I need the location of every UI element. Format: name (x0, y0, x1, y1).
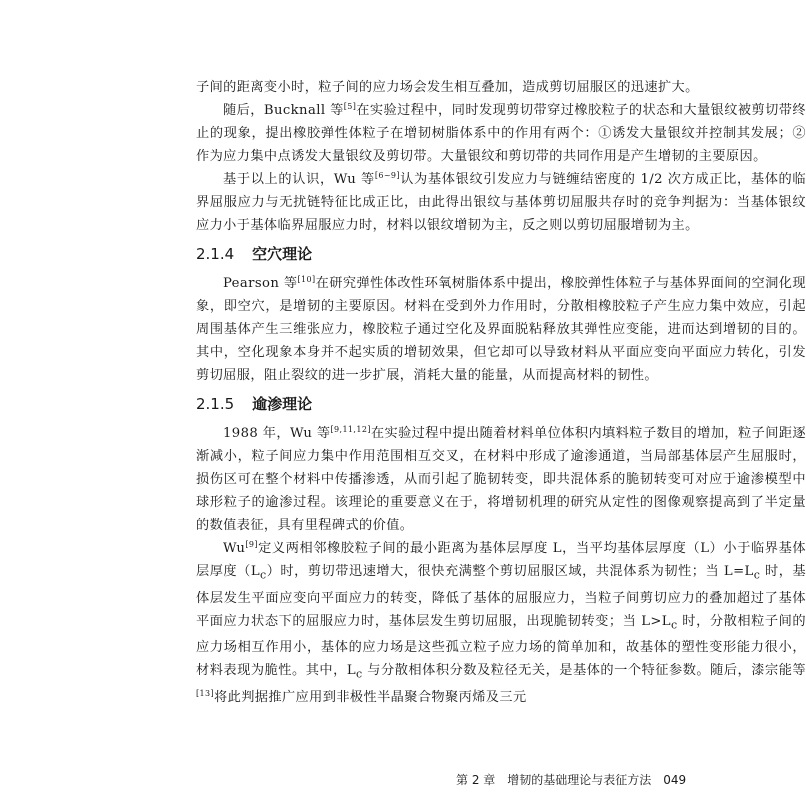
paragraph-text: 时，分散相粒子间的应力场相互作用小，基体的应力场是这些孤立粒子应力场的简单加和，故基体的塑性变形能力很小，材料表现为脆性。其中，L (196, 613, 806, 679)
paragraph-text: 时，基体层发生平面应变向平面应力的转变，降低了基体的屈服应力，当粒子间剪切应力的叠加超过了基体平面应力状态下的屈服应力时，基体层发生剪切屈服，出现脆韧转变；当 L>L (196, 564, 806, 629)
section-heading-cavitation (196, 243, 806, 265)
section-number: 2.1.4 (196, 245, 235, 263)
footer-chapter-title: 增韧的基础理论与表征方法 (507, 773, 652, 787)
paragraph-text: 1988 年，Wu 等 (223, 426, 331, 441)
subscript: c (753, 568, 761, 582)
section-title: 逾渗理论 (252, 395, 313, 413)
paragraph-text: ）时，剪切带迅速增大，很快充满整个剪切屈服区域，共混体系为韧性；当 L=L (266, 564, 754, 579)
citation-ref: [13] (196, 688, 215, 698)
paragraph-pearson (196, 272, 806, 387)
footer-chapter: 第 2 章 (456, 773, 496, 787)
paragraph-text: Wu (223, 541, 246, 556)
paragraph-wu-criterion (196, 537, 806, 709)
paragraph-text: 与分散相体积分数及粒径无关，是基体的一个特征参数。随后，漆宗能等 (362, 663, 806, 679)
page-number: 049 (663, 773, 687, 787)
paragraph-text: 在实验过程中，同时发现剪切带穿过橡胶粒子的状态和大量银纹被剪切带终止的现象，提出橡胶弹性体粒子在增韧树脂体系中的作用有两个：①诱发大量银纹并控制其发展；②作为应力集中点诱发大量银纹及剪切带。大量银纹和剪切带的共同作用是产生增韧的主要原因。 (196, 103, 806, 164)
page-footer (456, 771, 706, 788)
paragraph-text: 子间的距离变小时，粒子间的应力场会发生相互叠加，造成剪切屈服区的迅速扩大。 (196, 80, 699, 95)
paragraph-continued (196, 76, 806, 99)
paragraph-text: 定义两相邻橡胶粒子间的最小距离为基体层厚度 L，当平均基体层厚度（L）小于临界基体层厚度（L (196, 541, 806, 579)
citation-ref: [9] (245, 540, 258, 549)
citation-ref: [10] (297, 275, 316, 284)
citation-ref: [5] (343, 102, 357, 111)
paragraph-text: 随后，Bucknall 等 (223, 103, 344, 118)
section-number: 2.1.5 (196, 395, 235, 413)
paragraph-bucknall (196, 99, 806, 168)
paragraph-text: 在研究弹性体改性环氧树脂体系中提出，橡胶弹性体粒子与基体界面间的空洞化现象，即空穴，是增韧的主要原因。材料在受到外力作用时，分散相橡胶粒子产生应力集中效应，引起周围基体产生三维张应力，橡胶粒子通过空化及界面脱粘释放其弹性应变能，进而达到增韧的目的。其中，空化现象本身并不起实质的增韧效果，但它却可以导致材料从平面应变向平面应力转化，引发剪切屈服，阻止裂纹的进一步扩展，消耗大量的能量，从而提高材料的韧性。 (196, 276, 806, 383)
paragraph-wu-craze (196, 168, 806, 237)
subscript: c (356, 667, 363, 681)
paragraph-text: 基于以上的认识，Wu 等 (223, 172, 375, 187)
page-body (196, 76, 806, 709)
subscript: c (670, 618, 678, 632)
section-title: 空穴理论 (252, 245, 313, 263)
citation-ref: [9,11,12] (330, 425, 371, 434)
paragraph-text: Pearson 等 (223, 276, 298, 291)
paragraph-text: 在实验过程中提出随着材料单位体积内填料粒子数目的增加，粒子间距逐渐减小，粒子间应力集中作用范围相互交叉，在材料中形成了逾渗通道，当局部基体层产生屈服时，损伤区可在整个材料中传播渗透，从而引起了脆韧转变，即共混体系的脆韧转变可对应于逾渗模型中球形粒子的逾渗过程。该理论的重要意义在于，将增韧机理的研究从定性的图像观察提高到了半定量的数值表征，具有里程碑式的价值。 (196, 426, 806, 533)
paragraph-text: 将此判据推广应用到非极性半晶聚合物聚丙烯及三元 (214, 689, 527, 705)
paragraph-text: 认为基体银纹引发应力与链缠结密度的 1/2 次方成正比，基体的临界屈服应力与无扰链特征比成正比，由此得出银纹与基体剪切屈服共存时的竞争判据为：当基体银纹应力小于基体临界屈服应力时，材料以银纹增韧为主，反之则以剪切屈服增韧为主。 (196, 172, 806, 233)
citation-ref: [6~9] (374, 171, 400, 180)
section-heading-percolation (196, 393, 806, 415)
paragraph-wu-1988 (196, 422, 806, 537)
subscript: c (260, 568, 267, 582)
